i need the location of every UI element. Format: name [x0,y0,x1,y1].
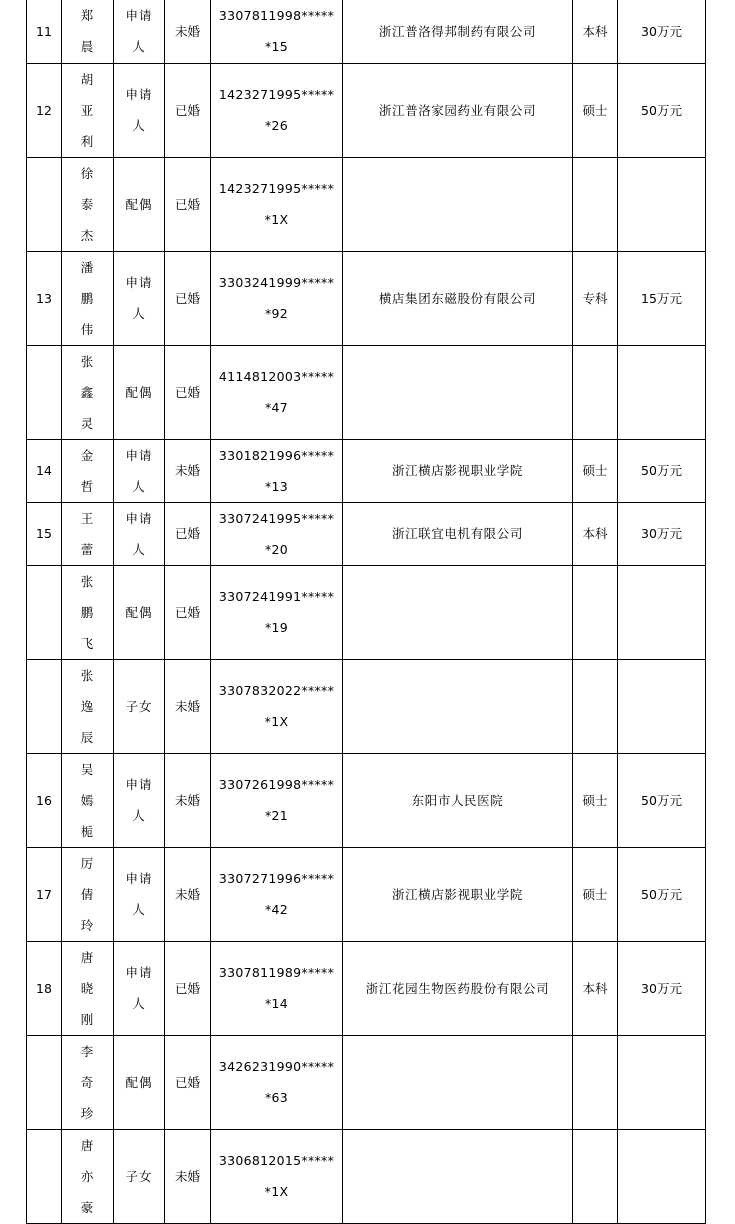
role-cell [114,753,165,847]
employer-cell-text: 横店集团东磁股份有限公司 [378,290,537,306]
row-number-cell [27,0,62,63]
name-cell-text: 张鹏飞 [80,573,95,651]
subsidy-amount-cell [618,941,706,1035]
name-cell [62,439,114,502]
education-cell [573,157,618,251]
marital-status-cell [165,753,211,847]
name-cell [62,345,114,439]
id-number-cell [211,565,343,659]
name-cell-text: 李奇珍 [80,1043,95,1121]
role-cell-text: 配偶 [125,604,153,620]
employer-cell [343,847,573,941]
id-number-cell [211,1035,343,1129]
table-row [27,1129,706,1223]
row-number-cell [27,753,62,847]
employer-cell [343,753,573,847]
marital-status-cell-text: 已婚 [174,1074,200,1090]
education-cell [573,847,618,941]
employer-cell [343,941,573,1035]
marital-status-cell [165,0,211,63]
table-body [27,0,706,1223]
marital-status-cell-text: 未婚 [174,1168,200,1184]
name-cell [62,753,114,847]
id-number-cell-text: 3303241999***** *92 [218,275,335,321]
role-cell-text: 配偶 [125,196,153,212]
table-row [27,847,706,941]
name-cell [62,941,114,1035]
education-cell [573,439,618,502]
subsidy-amount-cell [618,565,706,659]
role-cell-text: 申请人 [125,275,153,321]
role-cell-text: 配偶 [125,384,153,400]
marital-status-cell [165,345,211,439]
id-number-cell [211,659,343,753]
education-cell-text: 本科 [582,980,608,996]
row-number-cell [27,439,62,502]
table-row [27,941,706,1035]
name-cell-text: 王蕾 [80,510,95,557]
employer-cell [343,502,573,565]
education-cell [573,753,618,847]
employer-cell [343,63,573,157]
marital-status-cell-text: 未婚 [174,886,200,902]
role-cell [114,941,165,1035]
employer-cell-text: 浙江横店影视职业学院 [391,886,523,902]
id-number-cell [211,157,343,251]
subsidy-amount-cell-text: 50万元 [641,792,682,808]
subsidy-amount-cell [618,753,706,847]
education-cell [573,1035,618,1129]
name-cell-text: 唐亦豪 [80,1137,95,1215]
role-cell-text: 配偶 [125,1074,153,1090]
name-cell-text: 潘鹏伟 [80,259,95,337]
employer-cell [343,0,573,63]
education-cell [573,659,618,753]
row-number-cell [27,502,62,565]
education-cell-text: 专科 [582,290,608,306]
id-number-cell-text: 3306812015***** *1X [218,1153,335,1199]
marital-status-cell-text: 未婚 [174,463,200,478]
id-number-cell-text: 1423271995***** *1X [218,181,335,227]
id-number-cell-text: 3307261998***** *21 [218,777,335,823]
marital-status-cell [165,502,211,565]
role-cell [114,439,165,502]
subsidy-amount-cell-text: 50万元 [641,463,682,478]
row-number-cell-text: 16 [36,792,52,808]
subsidy-amount-cell [618,439,706,502]
applicant-table [26,0,706,1224]
marital-status-cell-text: 已婚 [174,290,200,306]
id-number-cell-text: 3301821996***** *13 [218,447,335,494]
role-cell-text: 申请人 [125,965,153,1011]
id-number-cell-text: 3307271996***** *42 [218,871,335,917]
role-cell-text: 申请人 [125,871,153,917]
marital-status-cell [165,941,211,1035]
education-cell [573,63,618,157]
employer-cell [343,251,573,345]
table-row [27,251,706,345]
marital-status-cell [165,439,211,502]
role-cell [114,565,165,659]
id-number-cell-text: 3307811998***** *15 [218,8,335,55]
name-cell [62,659,114,753]
row-number-cell-text: 17 [36,886,52,902]
id-number-cell [211,251,343,345]
id-number-cell [211,502,343,565]
name-cell-text: 金哲 [80,447,95,494]
subsidy-amount-cell [618,1035,706,1129]
subsidy-amount-cell-text: 50万元 [641,102,682,118]
id-number-cell-text: 3307241991***** *19 [218,589,335,635]
role-cell-text: 申请人 [125,447,153,494]
education-cell [573,1129,618,1223]
table-row [27,565,706,659]
id-number-cell [211,847,343,941]
subsidy-amount-cell-text: 15万元 [641,290,682,306]
role-cell-text: 申请人 [125,87,153,133]
name-cell-text: 徐泰杰 [80,165,95,243]
id-number-cell [211,1129,343,1223]
subsidy-amount-cell [618,63,706,157]
id-number-cell [211,941,343,1035]
marital-status-cell [165,157,211,251]
name-cell [62,157,114,251]
row-number-cell-text: 13 [36,290,52,306]
employer-cell [343,565,573,659]
employer-cell [343,157,573,251]
table-row [27,0,706,63]
marital-status-cell [165,847,211,941]
role-cell [114,63,165,157]
row-number-cell [27,659,62,753]
subsidy-amount-cell-text: 30万元 [641,980,682,996]
name-cell [62,1129,114,1223]
row-number-cell [27,1129,62,1223]
subsidy-amount-cell [618,659,706,753]
row-number-cell [27,251,62,345]
id-number-cell [211,753,343,847]
marital-status-cell [165,1129,211,1223]
table-row [27,1035,706,1129]
name-cell [62,502,114,565]
marital-status-cell-text: 已婚 [174,196,200,212]
id-number-cell [211,0,343,63]
row-number-cell [27,345,62,439]
employer-cell-text: 浙江花园生物医药股份有限公司 [365,980,550,996]
name-cell [62,565,114,659]
subsidy-amount-cell-text: 50万元 [641,886,682,902]
table-row [27,63,706,157]
marital-status-cell-text: 未婚 [174,698,200,714]
row-number-cell [27,157,62,251]
employer-cell-text: 东阳市人民医院 [411,792,504,808]
row-number-cell-text: 14 [36,463,52,478]
marital-status-cell-text: 未婚 [174,792,200,808]
table-row [27,659,706,753]
subsidy-amount-cell [618,847,706,941]
education-cell [573,251,618,345]
role-cell [114,659,165,753]
subsidy-amount-cell [618,251,706,345]
name-cell-text: 张逸辰 [80,667,95,745]
employer-cell-text: 浙江普洛得邦制药有限公司 [378,23,537,39]
marital-status-cell-text: 已婚 [174,604,200,620]
id-number-cell-text: 1423271995***** *26 [218,87,335,133]
role-cell-text: 申请人 [125,8,153,55]
role-cell-text: 子女 [125,698,153,714]
id-number-cell [211,63,343,157]
row-number-cell [27,63,62,157]
subsidy-amount-cell [618,157,706,251]
role-cell [114,345,165,439]
name-cell-text: 张鑫灵 [80,353,95,431]
education-cell-text: 硕士 [582,102,608,118]
employer-cell-text: 浙江普洛家园药业有限公司 [378,102,537,118]
role-cell-text: 申请人 [125,777,153,823]
marital-status-cell-text: 已婚 [174,980,200,996]
subsidy-amount-cell [618,502,706,565]
subsidy-amount-cell [618,345,706,439]
row-number-cell [27,565,62,659]
education-cell-text: 硕士 [582,463,608,478]
name-cell [62,0,114,63]
row-number-cell [27,941,62,1035]
row-number-cell [27,1035,62,1129]
id-number-cell-text: 4114812003***** *47 [218,369,335,415]
role-cell [114,157,165,251]
employer-cell [343,345,573,439]
employer-cell [343,1129,573,1223]
employer-cell [343,439,573,502]
education-cell [573,0,618,63]
name-cell-text: 吴嫣栀 [80,761,95,839]
education-cell [573,565,618,659]
role-cell-text: 子女 [125,1168,153,1184]
name-cell [62,1035,114,1129]
table-row [27,753,706,847]
marital-status-cell [165,251,211,345]
marital-status-cell-text: 未婚 [174,23,200,39]
name-cell-text: 郑晨 [80,8,95,55]
marital-status-cell [165,565,211,659]
role-cell [114,0,165,63]
row-number-cell-text: 15 [36,526,52,541]
table-row [27,439,706,502]
id-number-cell [211,345,343,439]
role-cell [114,1035,165,1129]
id-number-cell-text: 3307811989***** *14 [218,965,335,1011]
name-cell-text: 胡亚利 [80,71,95,149]
name-cell-text: 唐晓刚 [80,949,95,1027]
marital-status-cell-text: 已婚 [174,526,200,541]
marital-status-cell [165,1035,211,1129]
subsidy-amount-cell [618,0,706,63]
table-row [27,502,706,565]
name-cell-text: 厉倩玲 [80,855,95,933]
table-row [27,345,706,439]
education-cell [573,502,618,565]
education-cell-text: 硕士 [582,886,608,902]
name-cell [62,847,114,941]
education-cell-text: 本科 [582,526,608,541]
employer-cell-text: 浙江横店影视职业学院 [391,463,523,478]
employer-cell [343,1035,573,1129]
id-number-cell-text: 3426231990***** *63 [218,1059,335,1105]
row-number-cell-text: 11 [36,23,52,39]
marital-status-cell [165,659,211,753]
education-cell-text: 本科 [582,23,608,39]
subsidy-amount-cell-text: 30万元 [641,23,682,39]
marital-status-cell-text: 已婚 [174,102,200,118]
id-number-cell [211,439,343,502]
role-cell [114,847,165,941]
role-cell-text: 申请人 [125,510,153,557]
employer-cell-text: 浙江联宜电机有限公司 [391,526,523,541]
id-number-cell-text: 3307241995***** *20 [218,510,335,557]
education-cell-text: 硕士 [582,792,608,808]
marital-status-cell-text: 已婚 [174,384,200,400]
role-cell [114,251,165,345]
role-cell [114,502,165,565]
subsidy-amount-cell [618,1129,706,1223]
marital-status-cell [165,63,211,157]
role-cell [114,1129,165,1223]
table-row [27,157,706,251]
employer-cell [343,659,573,753]
education-cell [573,345,618,439]
id-number-cell-text: 3307832022***** *1X [218,683,335,729]
name-cell [62,63,114,157]
name-cell [62,251,114,345]
row-number-cell [27,847,62,941]
education-cell [573,941,618,1035]
row-number-cell-text: 12 [36,102,52,118]
subsidy-amount-cell-text: 30万元 [641,526,682,541]
row-number-cell-text: 18 [36,980,52,996]
